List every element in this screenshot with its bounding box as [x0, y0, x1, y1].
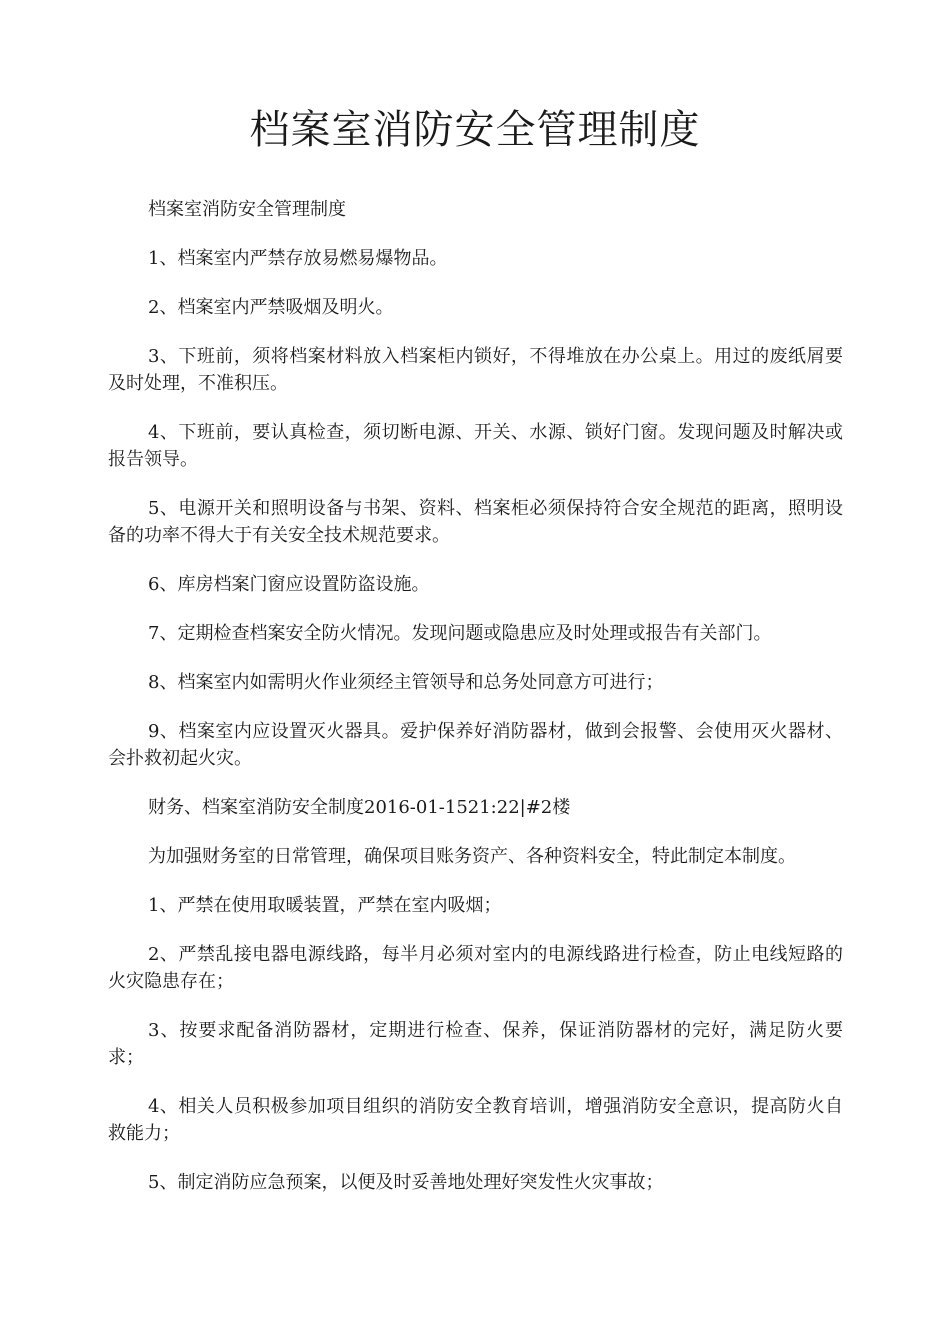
paragraph-finance-item-1: 1、严禁在使用取暖装置，严禁在室内吸烟；	[148, 895, 502, 916]
paragraph-item-3: 3、下班前，须将档案材料放入档案柜内锁好，不得堆放在办公桌上。用过的废纸屑要及时处理，不准积压。	[108, 346, 843, 394]
paragraph-item-6: 6、库房档案门窗应设置防盗设施。	[148, 574, 430, 595]
paragraph-finance-item-3: 3、按要求配备消防器材，定期进行检查、保养，保证消防器材的完好，满足防火要求；	[108, 1020, 843, 1068]
document-body	[108, 196, 843, 1218]
paragraph-item-2: 2、档案室内严禁吸烟及明火。	[148, 297, 394, 318]
document-title: 档案室消防安全管理制度	[249, 107, 701, 153]
paragraph-finance-item-4: 4、相关人员积极参加项目组织的消防安全教育培训，增强消防安全意识，提高防火自救能力；	[108, 1096, 843, 1144]
paragraph-subtitle: 档案室消防安全管理制度	[148, 199, 346, 220]
paragraph-item-1: 1、档案室内严禁存放易燃易爆物品。	[148, 248, 448, 269]
paragraph-item-4: 4、下班前，要认真检查，须切断电源、开关、水源、锁好门窗。发现问题及时解决或报告领导。	[108, 422, 843, 470]
paragraph-finance-item-2: 2、严禁乱接电器电源线路，每半月必须对室内的电源线路进行检查，防止电线短路的火灾隐患存在；	[108, 944, 843, 992]
paragraph-item-5: 5、电源开关和照明设备与书架、资料、档案柜必须保持符合安全规范的距离，照明设备的功率不得大于有关安全技术规范要求。	[108, 498, 843, 546]
paragraph-finance-item-5: 5、制定消防应急预案，以便及时妥善地处理好突发性火灾事故；	[148, 1172, 664, 1193]
section-heading-finance: 财务、档案室消防安全制度2016-01-1521:22|#2楼	[148, 797, 571, 818]
paragraph-item-8: 8、档案室内如需明火作业须经主管领导和总务处同意方可进行；	[148, 672, 664, 693]
paragraph-intro: 为加强财务室的日常管理，确保项目账务资产、各种资料安全，特此制定本制度。	[148, 846, 796, 867]
paragraph-item-9: 9、档案室内应设置灭火器具。爱护保养好消防器材，做到会报警、会使用灭火器材、会扑救初起火灾。	[108, 721, 843, 769]
paragraph-item-7: 7、定期检查档案安全防火情况。发现问题或隐患应及时处理或报告有关部门。	[148, 623, 772, 644]
